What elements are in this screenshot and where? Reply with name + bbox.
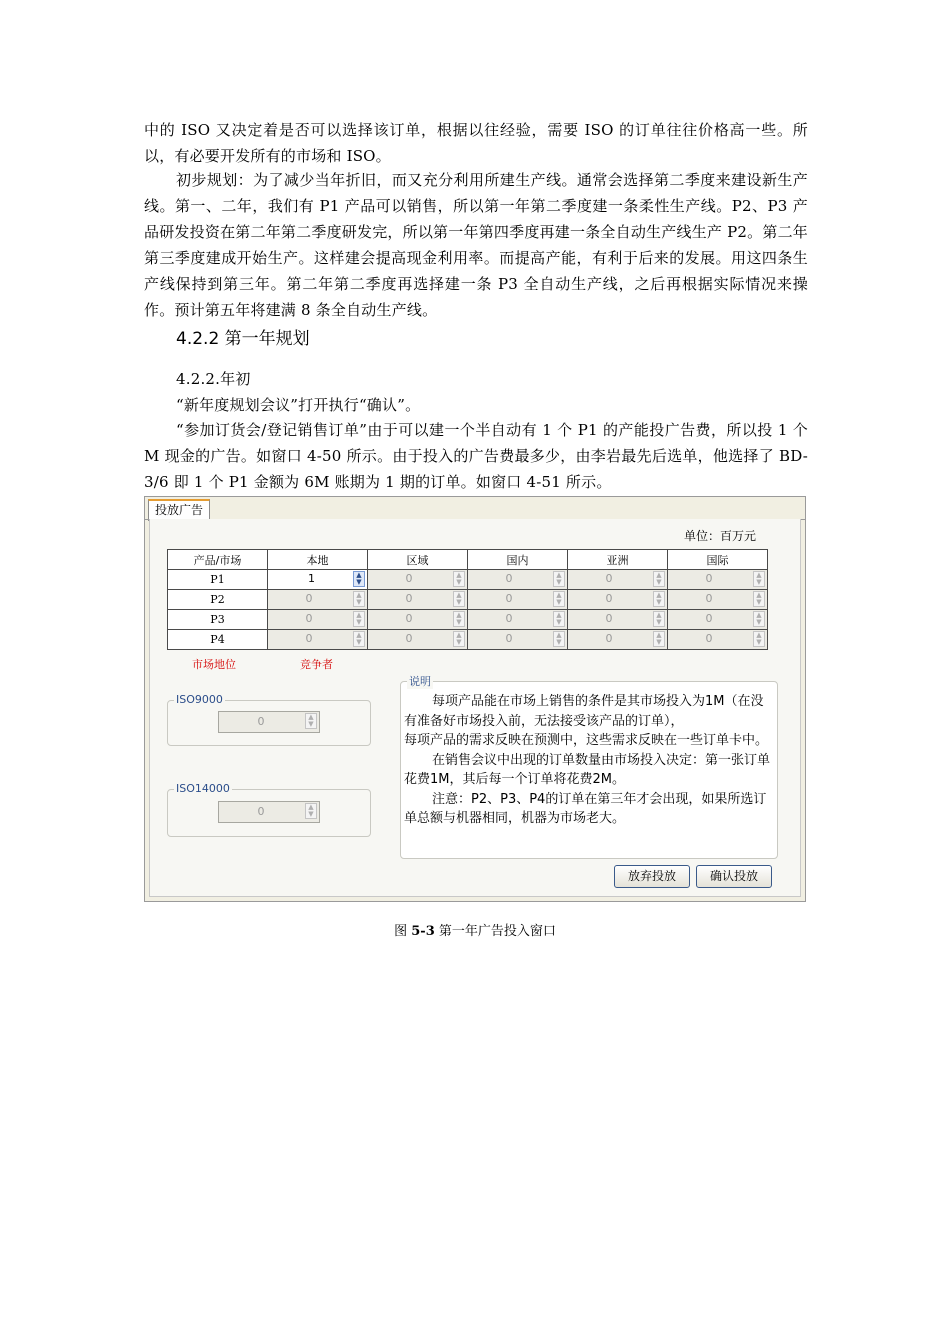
spinner-icon: ▲ ▼ (753, 611, 765, 627)
table-row (168, 590, 768, 610)
ad-cell (468, 610, 568, 630)
ad-cell (468, 570, 568, 590)
spinner-icon: ▲ ▼ (453, 591, 465, 607)
ad-cell (468, 590, 568, 610)
ad-panel (149, 519, 801, 897)
spinner-icon: ▲ ▼ (553, 631, 565, 647)
spinner-icon: ▲ ▼ (653, 631, 665, 647)
row-label-p3: P3 (168, 610, 268, 630)
ad-cell (368, 630, 468, 650)
iso14000-label: ISO14000 (176, 782, 230, 795)
header-asia: 亚洲 (568, 550, 668, 570)
ad-value: 0 (305, 632, 313, 645)
spinner-icon: ▲ ▼ (353, 611, 365, 627)
caption-prefix: 图 (394, 924, 412, 939)
description-line: 每项产品的需求反映在预测中，这些需求反映在一些订单卡中。 (404, 733, 769, 748)
ad-cell (668, 610, 768, 630)
spinner-icon: ▲ ▼ (653, 591, 665, 607)
spinner-icon: ▲ ▼ (305, 713, 317, 729)
header-domestic: 国内 (468, 550, 568, 570)
header-regional: 区域 (368, 550, 468, 570)
spinner-icon: ▲ ▼ (653, 571, 665, 587)
ad-value: 0 (505, 592, 513, 605)
ad-value: 0 (605, 592, 613, 605)
ad-value: 0 (505, 632, 513, 645)
description-text (404, 692, 771, 829)
table-row (168, 570, 768, 590)
ad-cell (368, 610, 468, 630)
table-row (168, 610, 768, 630)
iso9000-label: ISO9000 (176, 693, 223, 706)
iso9000-group (167, 693, 371, 746)
description-group (400, 675, 778, 859)
ad-cell (468, 630, 568, 650)
ad-value: 0 (505, 612, 513, 625)
description-caption: 说明 (409, 675, 431, 688)
paragraph-2: 初步规划：为了减少当年折旧，而又充分利用所建生产线。通常会选择第二季度来建设新生产线。第一、二年，我们有 P1 产品可以销售，所以第一年第二季度建一条柔性生产线。P2、P3 产品研发投资在第二年第二季度研发完，所以第一年第四季度再建一条全自动生产线生产 P2。第二年第三季度建成开始生产。这样建会提高现金利用率。而提高产能，有利于后来的发展。用这四条生产线保持到第三年。第二年第二季度再选择建一条 P3 全自动生产线，之后再根据实际情况来操作。预计第五年将建满 8 条全自动生产线。 (144, 171, 808, 319)
spinner-icon: ▲ ▼ (653, 611, 665, 627)
ad-cell (668, 570, 768, 590)
ad-value: 0 (405, 632, 413, 645)
confirm-button[interactable]: 确认投放 (696, 865, 772, 888)
ad-value: 0 (705, 572, 713, 585)
abandon-button[interactable]: 放弃投放 (614, 865, 690, 888)
row-label-p4: P4 (168, 630, 268, 650)
spinner-icon: ▲ ▼ (453, 611, 465, 627)
paragraph-1: 中的 ISO 又决定着是否可以选择该订单，根据以往经验，需要 ISO 的订单往往价格高一些。所以，有必要开发所有的市场和 ISO。 (144, 121, 808, 165)
tab-ad-placement[interactable]: 投放广告 (148, 499, 210, 521)
spinner-icon: ▲ ▼ (453, 631, 465, 647)
ad-cell (568, 610, 668, 630)
ad-cell (368, 570, 468, 590)
sub-heading: 4.2.2.年初 (176, 370, 251, 388)
paragraph-4: “参加订货会/登记销售订单”由于可以建一个半自动有 1 个 P1 的产能投广告费，所以投 1 个 M 现金的广告。如窗口 4-50 所示。由于投入的广告费最多少，由李岩最先后选单，他选择了 BD-3/6 即 1 个 P1 金额为 6M 账期为 1 期的订单。如窗口 4-51 所示。 (144, 421, 808, 491)
ad-value: 0 (605, 612, 613, 625)
iso14000-stepper (218, 801, 320, 823)
spinner-icon: ▲ ▼ (305, 803, 317, 819)
spinner-icon: ▲ ▼ (753, 591, 765, 607)
spinner-icon: ▲ ▼ (553, 591, 565, 607)
ad-placement-window (144, 496, 806, 902)
row-label-p2: P2 (168, 590, 268, 610)
table-header-row (168, 550, 768, 570)
description-line: 每项产品能在市场上销售的条件是其市场投入为1M（在没有准备好市场投入前，无法接受该产品的订单）， (404, 694, 764, 729)
iso14000-group (167, 782, 371, 837)
figure-caption (0, 920, 950, 939)
ad-cell (668, 590, 768, 610)
spinner-icon: ▲ ▼ (353, 591, 365, 607)
ad-value: 0 (705, 592, 713, 605)
spinner-icon: ▲ ▼ (353, 631, 365, 647)
ad-value: 0 (405, 572, 413, 585)
iso14000-value: 0 (257, 805, 265, 818)
ad-cell (268, 610, 368, 630)
spinner-icon: ▲ ▼ (453, 571, 465, 587)
header-local: 本地 (268, 550, 368, 570)
ad-cell (268, 590, 368, 610)
ad-cell[interactable] (268, 570, 368, 590)
ad-value: 0 (305, 612, 313, 625)
caption-text: 第一年广告投入窗口 (434, 924, 556, 939)
spinner-icon: ▲ ▼ (553, 571, 565, 587)
ad-cell (568, 570, 668, 590)
iso9000-value: 0 (257, 715, 265, 728)
ad-cell (668, 630, 768, 650)
caption-number: 5-3 (411, 924, 435, 939)
ad-value: 0 (705, 612, 713, 625)
row-label-p1: P1 (168, 570, 268, 590)
ad-cell (568, 630, 668, 650)
ad-value: 0 (505, 572, 513, 585)
description-line: 注意：P2、P3、P4的订单在第三年才会出现，如果所选订单总额与机器相同，机器为市场老大。 (404, 791, 767, 826)
iso9000-stepper (218, 711, 320, 733)
header-product-market: 产品/市场 (168, 550, 268, 570)
ad-value: 0 (305, 592, 313, 605)
ad-value[interactable]: 1 (308, 572, 315, 585)
spinner-icon[interactable]: ▲ ▼ (353, 571, 365, 587)
section-heading: 4.2.2 第一年规划 (176, 329, 310, 349)
spinner-icon: ▲ ▼ (553, 611, 565, 627)
header-international: 国际 (668, 550, 768, 570)
ad-value: 0 (605, 632, 613, 645)
ad-cell (568, 590, 668, 610)
ad-investment-table (167, 549, 768, 650)
ad-cell (368, 590, 468, 610)
ad-value: 0 (605, 572, 613, 585)
description-line: 在销售会议中出现的订单数量由市场投入决定：第一张订单花费1M，其后每一个订单将花费2M。 (404, 752, 771, 787)
ad-value: 0 (405, 612, 413, 625)
paragraph-3: “新年度规划会议”打开执行“确认”。 (176, 396, 421, 414)
ad-cell (268, 630, 368, 650)
spinner-icon: ▲ ▼ (753, 631, 765, 647)
spinner-icon: ▲ ▼ (753, 571, 765, 587)
market-status-label: 市场地位 (192, 658, 236, 671)
table-row (168, 630, 768, 650)
ad-value: 0 (705, 632, 713, 645)
competitor-label: 竞争者 (300, 658, 333, 671)
unit-label: 单位：百万元 (683, 529, 756, 543)
ad-value: 0 (405, 592, 413, 605)
